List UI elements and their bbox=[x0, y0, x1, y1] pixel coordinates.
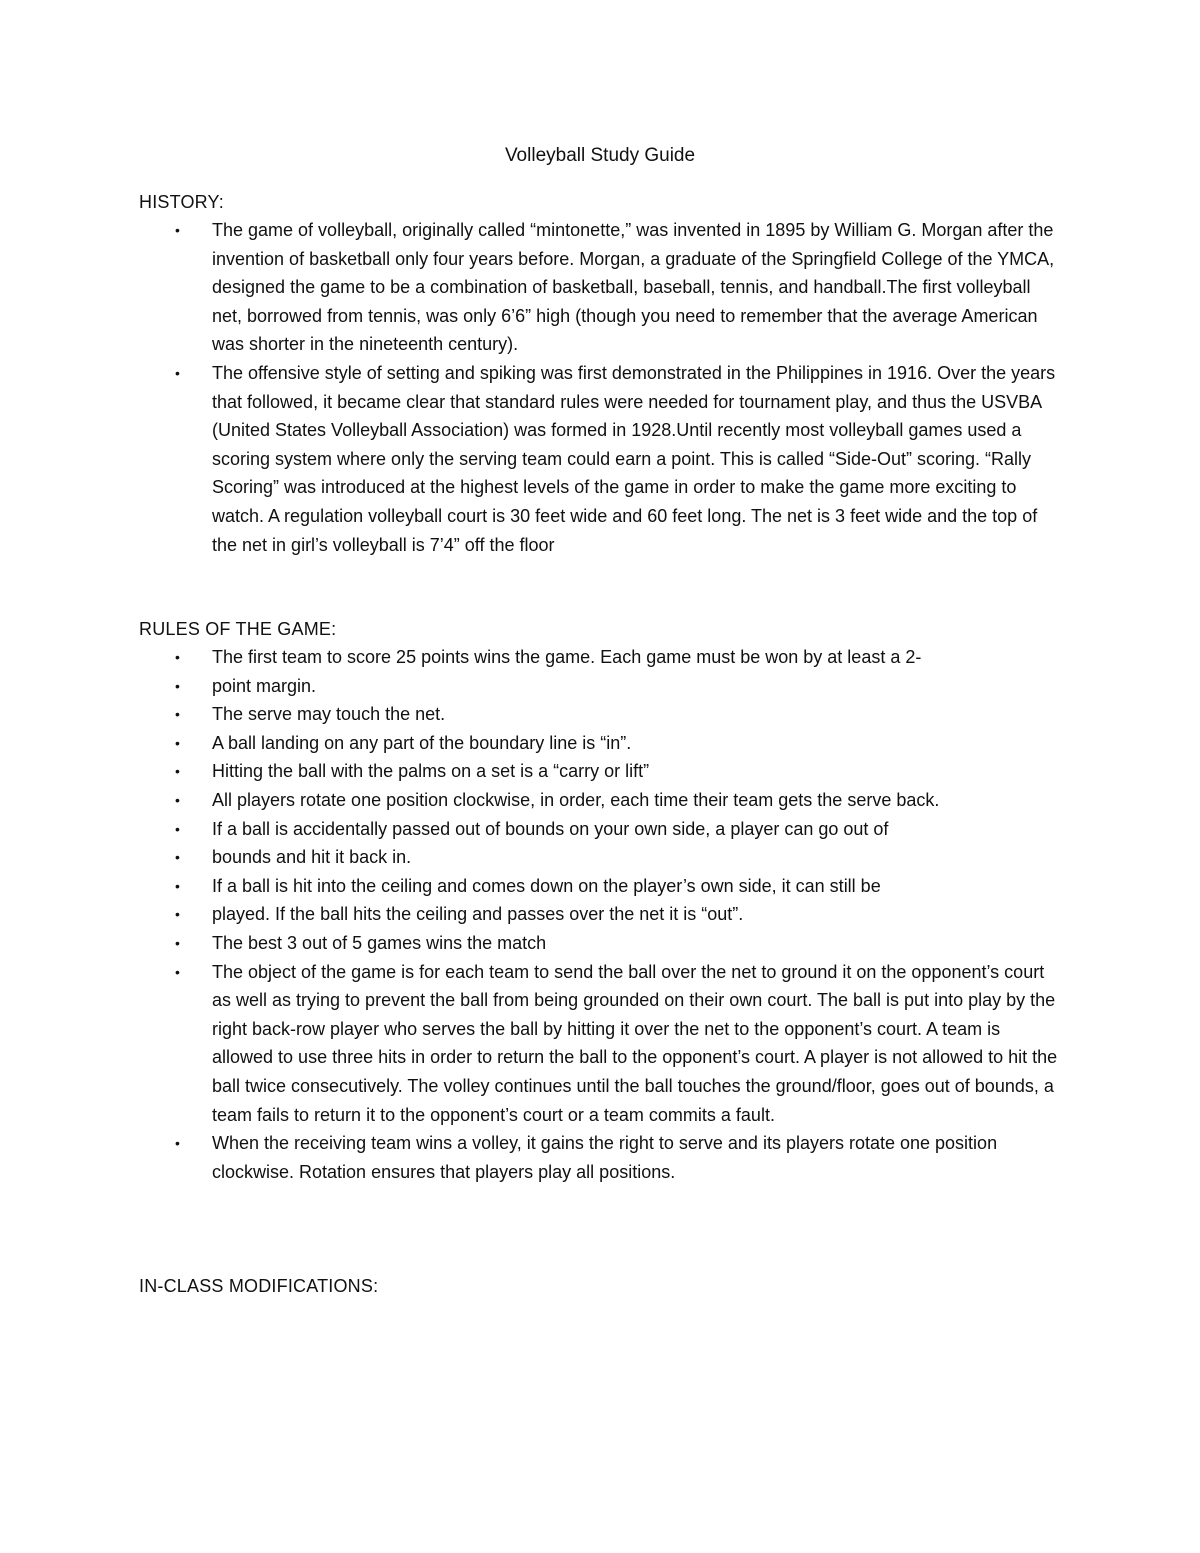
bullet-icon: • bbox=[175, 849, 180, 866]
rule-item-text: The object of the game is for each team to send the ball over the net to ground it on the opponent’s court as well as trying to prevent the ball from being grounded on their own court. The ball is put into play by the right back-row player who serves the ball by hitting it over the net to the opponent’s court. A team is allowed to use three hits in order to return the ball to the opponent’s court. A player is not allowed to hit the ball twice consecutively. The volley continues until the ball touches the ground/floor, goes out of bounds, a team fails to return it to the opponent’s court or a team commits a fault. bbox=[212, 961, 1058, 1125]
rule-item bbox=[139, 900, 1064, 929]
rule-item-text: The first team to score 25 points wins the game. Each game must be won by at least a 2- bbox=[212, 647, 922, 667]
rules-list bbox=[139, 643, 1064, 1186]
bullet-icon: • bbox=[175, 934, 180, 951]
history-item-text: The offensive style of setting and spiking was first demonstrated in the Philippines in 1916. Over the years that followed, it became clear that standard rules were needed for tournament play, and thus the USVBA (United States Volleyball Association) was formed in 1928.Until recently most volleyball games used a scoring system where only the serving team could earn a point. This is called “Side-Out” scoring. “Rally Scoring” was introduced at the highest levels of the game in order to make the game more exciting to watch. A regulation volleyball court is 30 feet wide and 60 feet long. The net is 3 feet wide and the top of the net in girl’s volleyball is 7’4” off the floor bbox=[212, 362, 1056, 555]
rule-item-text: If a ball is accidentally passed out of bounds on your own side, a player can go out of bbox=[212, 818, 889, 839]
history-item bbox=[139, 216, 1064, 359]
rule-item bbox=[139, 958, 1064, 1130]
rule-item bbox=[139, 757, 1064, 786]
bullet-icon: • bbox=[175, 364, 180, 381]
bullet-icon: • bbox=[175, 1135, 180, 1152]
in-class-modifications-heading: IN-CLASS MODIFICATIONS: bbox=[139, 1276, 379, 1296]
rule-item-text: A ball landing on any part of the boundary line is “in”. bbox=[212, 732, 632, 753]
rule-item-text: The serve may touch the net. bbox=[212, 704, 446, 725]
bullet-icon: • bbox=[175, 763, 180, 780]
bullet-icon: • bbox=[175, 734, 180, 751]
rules-heading: RULES OF THE GAME: bbox=[139, 619, 337, 639]
bullet-icon: • bbox=[175, 963, 180, 980]
rule-item bbox=[139, 815, 1064, 844]
rule-item bbox=[139, 872, 1064, 901]
history-item-text: The game of volleyball, originally called “mintonette,” was invented in 1895 by William G. Morgan after the invention of basketball only four years before. Morgan, a graduate of the Springfield College of the YMCA, designed the game to be a combination of basketball, baseball, tennis, and handball.The first volleyball net, borrowed from tennis, was only 6’6” high (though you need to remember that the average American was shorter in the nineteenth century). bbox=[212, 220, 1055, 355]
rule-item-text: If a ball is hit into the ceiling and comes down on the player’s own side, it can still be bbox=[212, 875, 881, 896]
bullet-icon: • bbox=[175, 649, 180, 665]
history-list bbox=[139, 216, 1064, 559]
rule-item bbox=[139, 700, 1064, 729]
rule-item-text: bounds and hit it back in. bbox=[212, 847, 412, 868]
rule-item bbox=[139, 929, 1064, 958]
bullet-icon: • bbox=[175, 820, 180, 837]
bullet-icon: • bbox=[175, 791, 180, 808]
rule-item bbox=[139, 672, 1064, 701]
rule-item bbox=[139, 643, 1064, 672]
rule-item-text: The best 3 out of 5 games wins the match bbox=[212, 932, 547, 953]
page-title: Volleyball Study Guide bbox=[504, 145, 696, 166]
history-item bbox=[139, 359, 1064, 559]
rule-item-text: All players rotate one position clockwise, in order, each time their team gets the serve back. bbox=[212, 789, 940, 810]
rule-item bbox=[139, 786, 1064, 815]
bullet-icon: • bbox=[175, 222, 180, 238]
history-heading: HISTORY: bbox=[139, 192, 224, 212]
bullet-icon: • bbox=[175, 906, 180, 923]
rule-item-text: played. If the ball hits the ceiling and passes over the net it is “out”. bbox=[212, 904, 744, 925]
bullet-icon: • bbox=[175, 706, 180, 723]
rule-item-text: point margin. bbox=[212, 675, 317, 696]
rule-item-text: Hitting the ball with the palms on a set is a “carry or lift” bbox=[212, 761, 650, 782]
rule-item-text: When the receiving team wins a volley, it gains the right to serve and its players rotate one position clockwise. Rotation ensures that players play all positions. bbox=[212, 1133, 998, 1182]
rule-item bbox=[139, 843, 1064, 872]
rule-item bbox=[139, 729, 1064, 758]
bullet-icon: • bbox=[175, 677, 180, 694]
rule-item bbox=[139, 1129, 1064, 1186]
bullet-icon: • bbox=[175, 877, 180, 894]
